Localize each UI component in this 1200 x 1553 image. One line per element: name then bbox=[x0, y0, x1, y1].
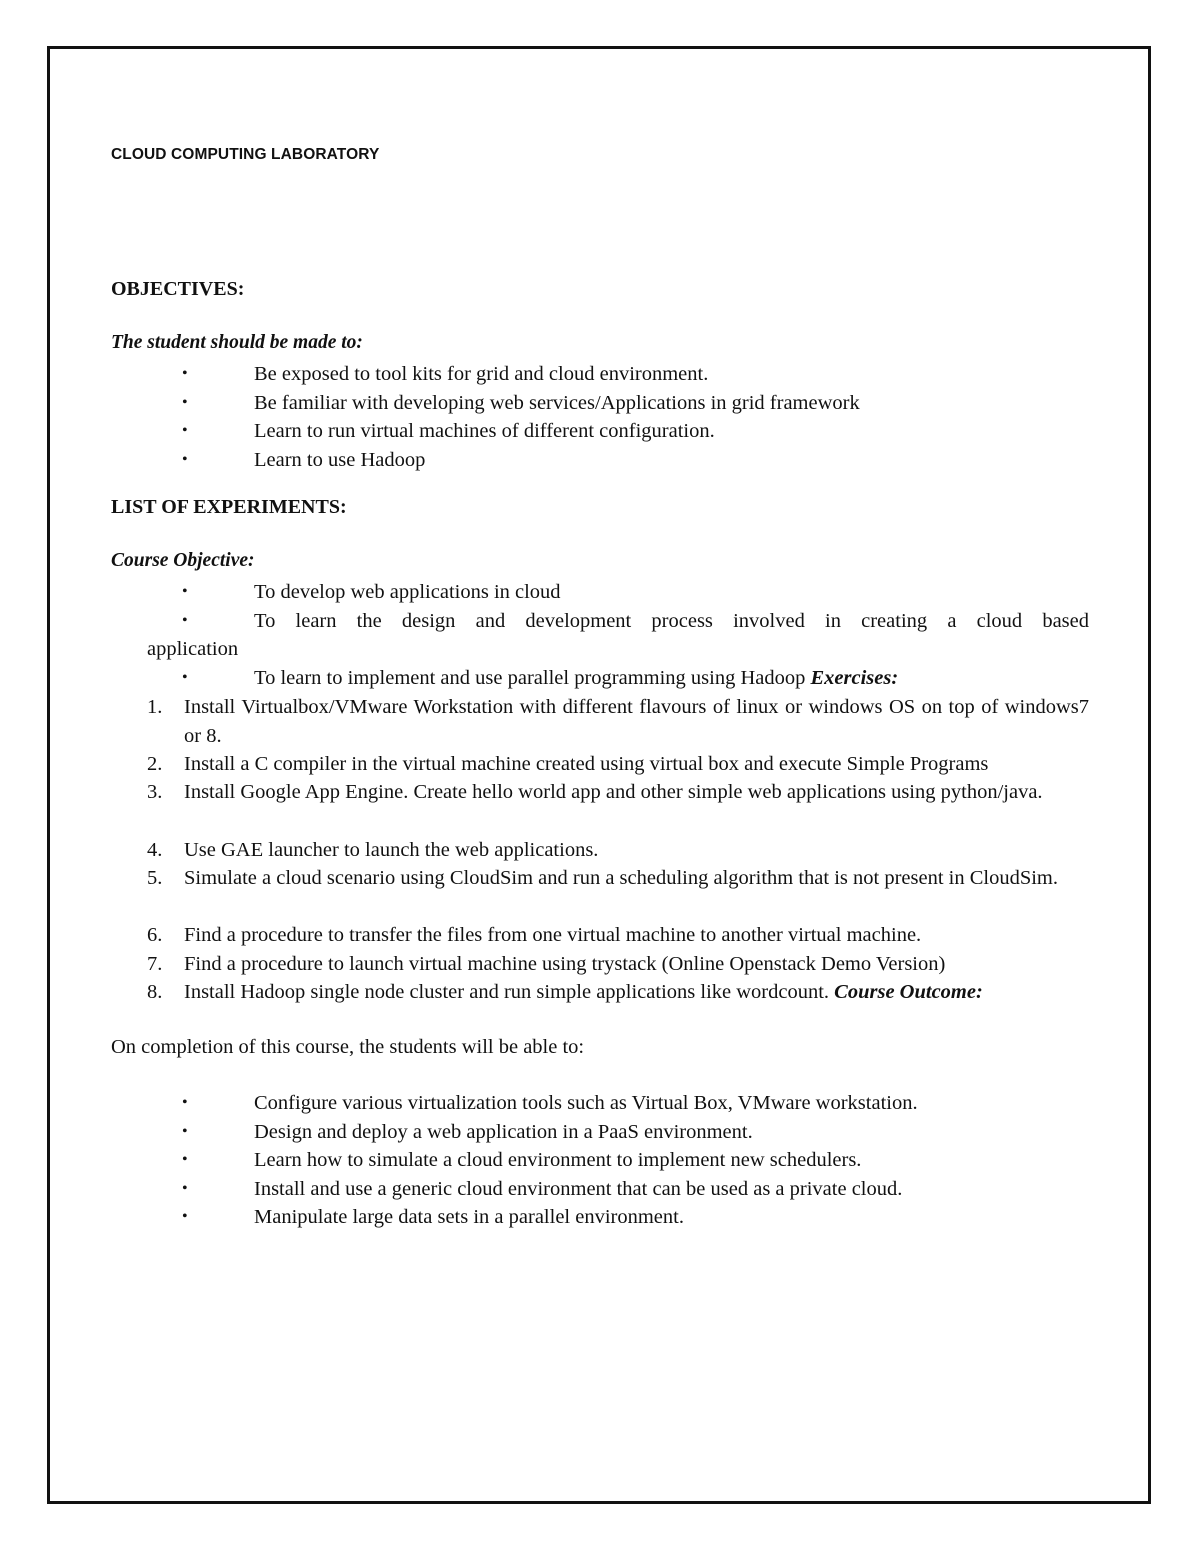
bullet-icon: • bbox=[182, 1208, 188, 1226]
exercise-item: 6. Find a procedure to transfer the files from one virtual machine to another virtual machine. bbox=[147, 924, 922, 946]
exercise-item: 4. Use GAE launcher to launch the web applications. bbox=[147, 839, 599, 861]
bullet-icon: • bbox=[182, 669, 188, 686]
experiments-heading: LIST OF EXPERIMENTS: bbox=[111, 496, 347, 518]
exercise-item: 8. Install Hadoop single node cluster and run simple applications like wordcount. Course Outcome: bbox=[147, 981, 983, 1003]
course-outcome-label: Course Outcome: bbox=[834, 981, 983, 1003]
course-objective-continuation: application bbox=[147, 638, 239, 660]
exercise-item: 5. Simulate a cloud scenario using CloudSim and run a scheduling algorithm that is not present in CloudSim. bbox=[147, 867, 1058, 889]
bullet-icon: • bbox=[182, 365, 188, 382]
exercise-item: 2. Install a C compiler in the virtual machine created using virtual box and execute Simple Programs bbox=[147, 753, 989, 775]
bullet-icon: • bbox=[182, 1179, 188, 1197]
bullet-icon: • bbox=[182, 422, 188, 440]
objectives-heading: OBJECTIVES: bbox=[111, 278, 245, 300]
exercises-label: Exercises: bbox=[810, 667, 899, 689]
bullet-icon: • bbox=[182, 1094, 188, 1111]
bullet-icon: • bbox=[182, 1122, 188, 1140]
objectives-intro: The student should be made to: bbox=[111, 332, 363, 353]
outcomes-intro: On completion of this course, the students will be able to: bbox=[111, 1036, 585, 1058]
bullet-icon: • bbox=[182, 583, 188, 600]
page-title: CLOUD COMPUTING LABORATORY bbox=[111, 146, 380, 163]
exercise-item: 3. Install Google App Engine. Create hello world app and other simple web applications using python/java. bbox=[147, 781, 1043, 803]
course-objective-label: Course Objective: bbox=[111, 550, 255, 571]
bullet-icon: • bbox=[182, 1151, 188, 1169]
bullet-icon: • bbox=[182, 393, 188, 411]
exercise-item: 7. Find a procedure to launch virtual machine using trystack (Online Openstack Demo Version) bbox=[147, 953, 946, 975]
bullet-icon: • bbox=[182, 612, 188, 629]
exercise-item: 1. Install Virtualbox/VMware Workstation with different flavours of linux or windows OS on top of windows7 or 8. bbox=[147, 696, 1089, 747]
bullet-icon: • bbox=[182, 450, 188, 468]
